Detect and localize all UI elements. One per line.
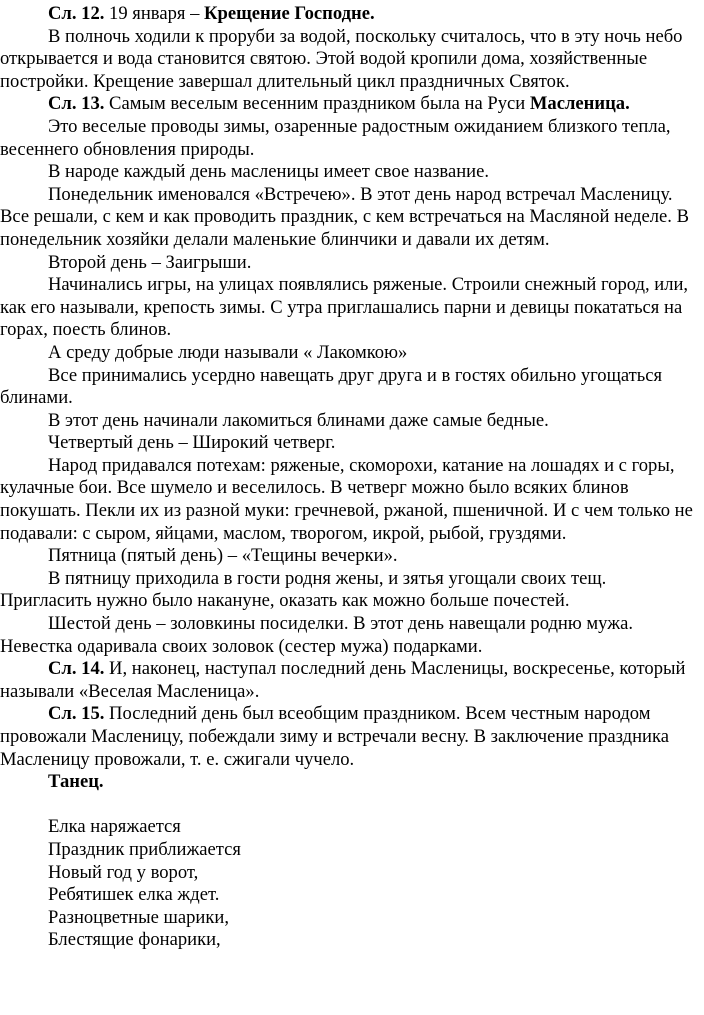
slide-13-title: Масленица. (529, 93, 630, 115)
slide-12-text: В полночь ходили к проруби за водой, поскольку считалось, что в эту ночь небо открывается и вода становится святою. Этой водой кропили дома, хозяйственные постройки. Крещение завершал длительный цикл праздничных Святок. (0, 25, 683, 92)
slide-12-label: Сл. 12. (48, 3, 105, 24)
slide-14-paragraph (0, 658, 702, 703)
paragraph: В этот день начинали лакомиться блинами даже самые бедные. (48, 409, 549, 431)
slide-13-label: Сл. 13. (48, 93, 105, 115)
paragraph: А среду добрые люди называли « Лакомкою» (48, 341, 408, 363)
paragraph: Народ придавался потехам: ряженые, скоморохи, катание на лошадях и с горы, кулачные бои. Все шумело и веселилось. В четверг можно было всяких блинов покушать. Пекли их из разной муки: гречневой, ржаной, пшеничной. И с чем только не подавали: с сыром, яйцами, маслом, творогом, икрой, рыбой, груздями. (0, 454, 693, 544)
poem-line: Разноцветные шарики, (48, 906, 229, 928)
poem-line: Праздник приближается (48, 838, 241, 860)
slide-12-title: Крещение Господне. (204, 3, 375, 24)
paragraph: Все принимались усердно навещать друг друга и в гостях обильно угощаться блинами. (0, 364, 663, 409)
paragraph: Начинались игры, на улицах появлялись ряженые. Строили снежный город, или, как его называли, крепость зимы. С утра приглашались парни и девицы покататься на горах, поесть блинов. (0, 274, 689, 341)
paragraph: Шестой день – золовкины посиделки. В этот день навещали родню мужа. Невестка одаривала своих золовок (сестер мужа) подарками. (0, 613, 633, 657)
slide-13-heading (0, 93, 702, 116)
paragraph: В народе каждый день масленицы имеет свое название. (48, 161, 490, 183)
dance-heading (0, 771, 702, 794)
slide-14-text: И, наконец, наступал последний день Масленицы, воскресенье, который называли «Веселая Масленица». (0, 658, 686, 702)
poem-line: Блестящие фонарики, (48, 929, 221, 951)
document-page (0, 3, 702, 952)
poem-line: Елка наряжается (48, 816, 181, 838)
slide-15-paragraph (0, 703, 702, 771)
slide-14-label: Сл. 14. (48, 658, 105, 680)
paragraph: Второй день – Заигрыши. (48, 251, 252, 273)
dance-title: Танец. (48, 771, 104, 793)
paragraph: В пятницу приходила в гости родня жены, и зятья угощали своих тещ. Пригласить нужно было накануне, оказать как можно больше почестей. (0, 567, 607, 612)
paragraph: Четвертый день – Широкий четверг. (48, 432, 336, 454)
poem-line: Новый год у ворот, (48, 861, 199, 883)
slide-15-text: Последний день был всеобщим праздником. Всем честным народом провожали Масленицу, побеждали зиму и встречали весну. В заключение праздника Масленицу провожали, т. е. сжигали чучело. (0, 703, 670, 770)
paragraph: Пятница (пятый день) – «Тещины вечерки». (48, 545, 398, 567)
poem-line: Ребятишек елка ждет. (48, 884, 220, 906)
paragraph: Понедельник именовался «Встречею». В этот день народ встречал Масленицу. Все решали, с кем и как проводить праздник, с кем встречаться на Масляной неделе. В понедельник хозяйки делали маленькие блинчики и давали их детям. (0, 183, 689, 250)
blank-line (0, 794, 702, 817)
slide-13-intro: Самым веселым весенним праздником была на Руси (104, 93, 530, 115)
slide-15-label: Сл. 15. (48, 703, 105, 725)
slide-12-date: 19 января – (104, 3, 205, 24)
paragraph: Это веселые проводы зимы, озаренные радостным ожиданием близкого тепла, весеннего обновления природы. (0, 115, 671, 160)
slide-12-heading (0, 3, 702, 26)
